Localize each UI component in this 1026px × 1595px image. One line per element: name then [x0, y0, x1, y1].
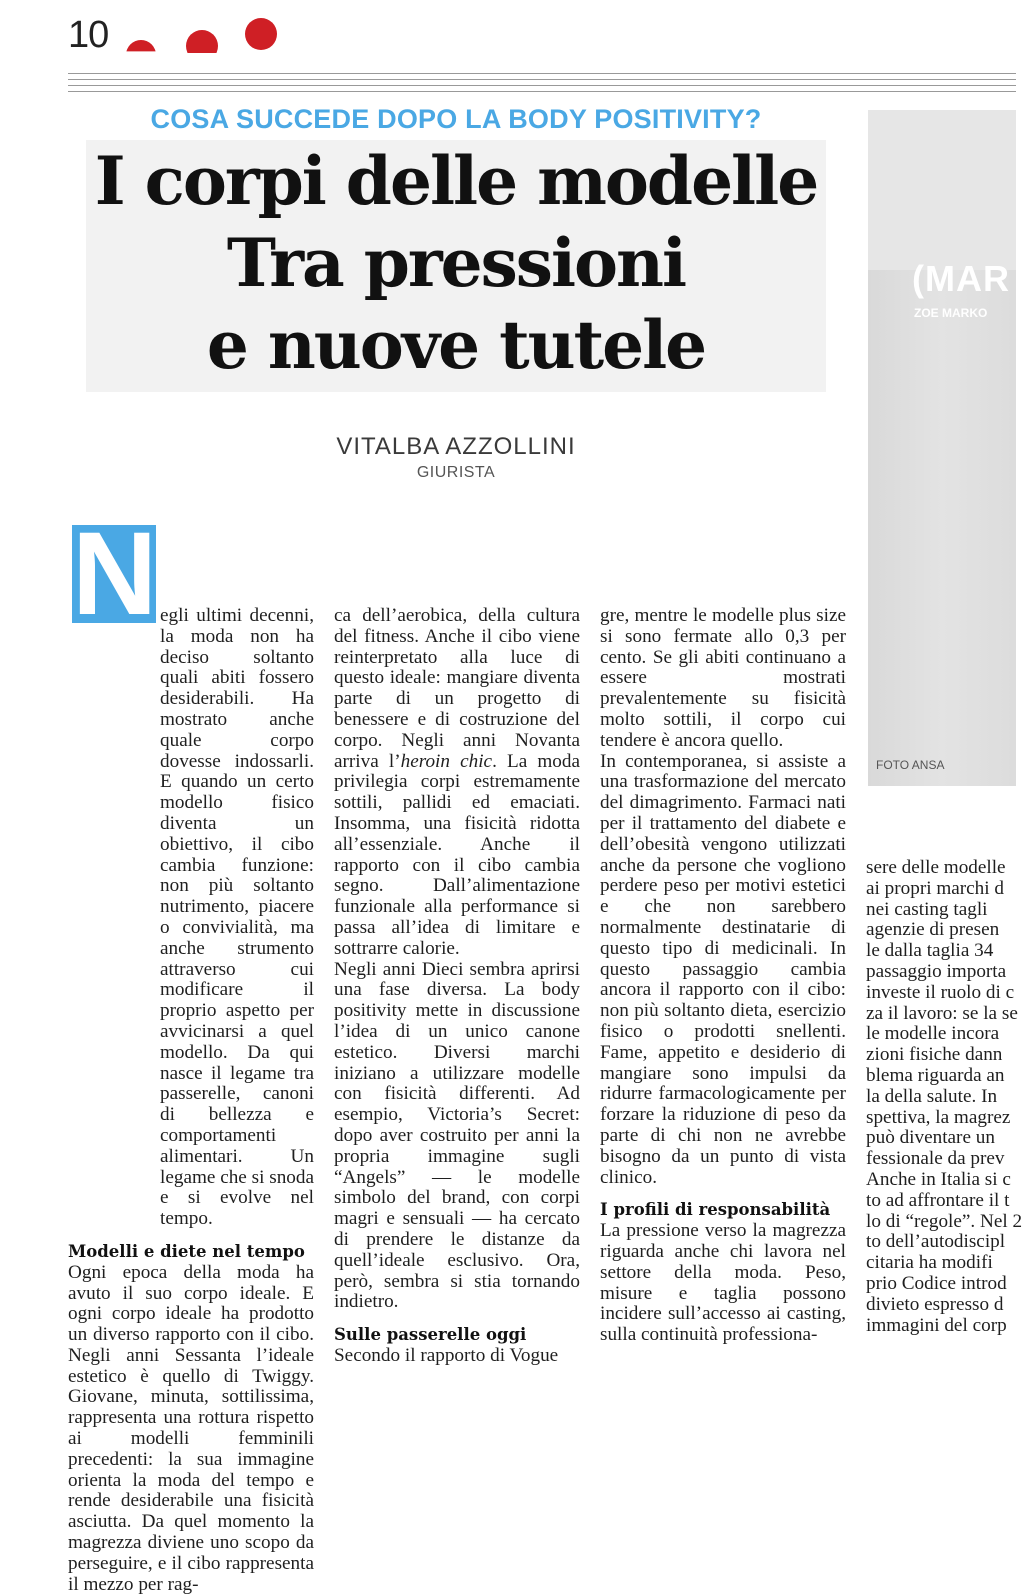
headline-line: I corpi delle modelle — [94, 142, 818, 220]
body-paragraph: Ogni epoca della moda ha avuto il suo corpo ideale. E ogni corpo ideale ha prodotto un diverso rapporto con il cibo. Negli anni Sessanta l’ideale estetico è quello di Twiggy. Giovane, minuta, sottilissima, rappresenta una rottura rispetto ai modelli femminili precedenti: la sua immagine orienta la moda del tempo e rende desiderabile una fisicità asciutta. Da quel momento la magrezza diviene uno scopo da perseguire, e il cibo rappresenta il mezzo per rag- — [68, 1261, 314, 1595]
header-rule — [68, 73, 1016, 74]
column-4-line: la della salute. In — [866, 1085, 998, 1107]
column-4-line: agenzie di presen — [866, 919, 1000, 941]
column-4-line: nei casting tagli — [866, 898, 988, 920]
decorative-dot-large — [245, 18, 277, 50]
text-run: ca dell’aerobica, della cultura del fitness. Anche il cibo viene reinterpretato alla luce di questo ideale: mangiare diventa parte di un progetto di benessere e di costruzione del corpo. Negli anni Novanta arriva l’ — [334, 605, 580, 772]
article-headline — [86, 140, 826, 386]
body-paragraph: La pressione verso la magrezza riguarda anche chi lavora nel settore della moda. Peso, misure e taglia possono incidere sull’accesso ai casting, sulla continuità professiona- — [600, 1220, 846, 1346]
column-4-line: fessionale da prev — [866, 1148, 1005, 1170]
column-4-line: to dell’autodiscipl — [866, 1231, 1006, 1253]
page-number: 10 — [68, 14, 109, 56]
author-role: GIURISTA — [416, 464, 496, 481]
body-paragraph: Secondo il rapporto di Vogue — [334, 1344, 559, 1366]
article-photo — [868, 110, 1016, 786]
column-4-line: divieto espresso d — [866, 1293, 1004, 1315]
subheading-passerelle: Sulle passerelle oggi — [334, 1325, 527, 1345]
article-kicker: COSA SUCCEDE DOPO LA BODY POSITIVITY? — [150, 104, 762, 134]
text-run: . La moda privilegia corpi estremamente sottili, pallidi ed emaciati. Insomma, una fisicità ridotta all’essenziale. Anche il rapporto con il cibo cambia segno. Dall’alimentazione funzionale alla performance si passa all’idea di limitare e sottrarre calorie. — [334, 750, 580, 959]
body-paragraph: Negli anni Dieci sembra aprirsi una fase diversa. La body positivity mette in discussione l’idea di un unico canone estetico. Diversi marchi iniziano a utilizzare modelle con fisicità differenti. Ad esempio, Victoria’s Secret: dopo aver costruito per anni la propria immagine sugli “Angels” — le modelle simbolo del brand, con corpi magri e sensuali — ha cercato di prendere le distanze da quell’ideale esclusivo. Ora, però, sembra si stia tornando indietro. — [334, 958, 580, 1313]
body-paragraph: gre, mentre le modelle plus size si sono fermate allo 0,3 per cento. Se gli abiti continuano a essere mostrati prevalentemente su fisicità molto sottili, il corpo cui tendere è ancora quello. — [600, 605, 846, 751]
decorative-dot-small — [126, 40, 156, 70]
column-4-line: to ad affrontare il t — [866, 1189, 1010, 1211]
body-paragraph: In contemporanea, si assiste a una trasformazione del mercato del dimagrimento. Farmaci nati per il trattamento del diabete e dell’obesità vengono utilizzati anche da persone che vogliono perdere peso per motivi estetici e che non sarebbero normalmente destinatarie di questo tipo di medicinali. In questo passaggio cambia ancora il rapporto con il cibo: non più soltanto dieta, esercizio fisico o prodotti snellenti. Fame, appetito e desiderio di mangiare sono impulsi da ridurre farmacologicamente per forzare la riduzione di peso da parte di chi non ne avrebbe bisogno da un punto di vista clinico. — [600, 750, 846, 1188]
column-4-line: immagini del corp — [866, 1314, 1007, 1336]
decorative-dot-medium — [186, 30, 218, 62]
column-4-line: zioni fisiche dann — [866, 1044, 1003, 1066]
column-4-line: Anche in Italia si c — [866, 1168, 1011, 1190]
article-column-3 — [600, 606, 846, 1354]
subheading-responsabilita: I profili di responsabilità — [600, 1200, 831, 1220]
column-4-line: citaria ha modifi — [866, 1252, 993, 1274]
intro-paragraph: egli ultimi decenni, la moda non ha deciso soltanto quali abiti fossero desiderabili. Ha mostrato anche quale corpo dovesse indossarli. E quando un certo modello fisico diventa un obiettivo, il cibo cambia funzione: non più soltanto nutrimento, piacere o convivialità, ma anche strumento attraverso cui modificare il proprio aspetto per avvicinarsi a quel modello. Da qui nasce il legame tra passerelle, canoni di bellezza e comportamenti alimentari. Un legame che si snoda e si evolve nel tempo. — [160, 605, 314, 1230]
column-4-line: investe il ruolo di c — [866, 981, 1015, 1003]
photo-title-text: (MAR — [912, 258, 1010, 299]
column-4-line: le modelle incora — [866, 1023, 1000, 1045]
body-paragraph — [334, 606, 580, 960]
header-rule — [68, 91, 1016, 92]
column-4-line: ai propri marchi d — [866, 877, 1004, 899]
headline-line: e nuove tutele — [206, 306, 706, 384]
column-4-line: passaggio importa — [866, 960, 1007, 982]
photo-credit: FOTO ANSA — [876, 758, 945, 772]
column-4-line: le dalla taglia 34 — [866, 940, 994, 962]
column-4-line: prio Codice introd — [866, 1272, 1007, 1294]
subheading-modelli-diete: Modelli e diete nel tempo — [68, 1241, 305, 1261]
header-rule — [68, 79, 1016, 80]
header-rule — [68, 85, 1016, 86]
headline-line: Tra pressioni — [226, 224, 686, 302]
column-4-line: sere delle modelle — [866, 857, 1006, 878]
column-4-line: lo di “regole”. Nel 2 — [866, 1210, 1023, 1232]
column-4-line: blema riguarda an — [866, 1064, 1005, 1086]
article-column-4-cropped — [866, 858, 1026, 1354]
column-4-line: za il lavoro: se la se — [866, 1002, 1018, 1024]
column-4-line: può diventare un — [866, 1127, 995, 1149]
author-name: VITALBA AZZOLLINI — [336, 433, 576, 460]
article-column-2 — [334, 605, 580, 1366]
article-column-1 — [68, 605, 314, 1595]
photo-subtitle-text: ZOE MARKO — [914, 306, 988, 320]
drop-cap: N — [72, 508, 158, 640]
italic-term: heroin chic — [400, 750, 493, 772]
column-4-line: spettiva, la magrez — [866, 1106, 1011, 1128]
photo-background — [868, 110, 1016, 270]
